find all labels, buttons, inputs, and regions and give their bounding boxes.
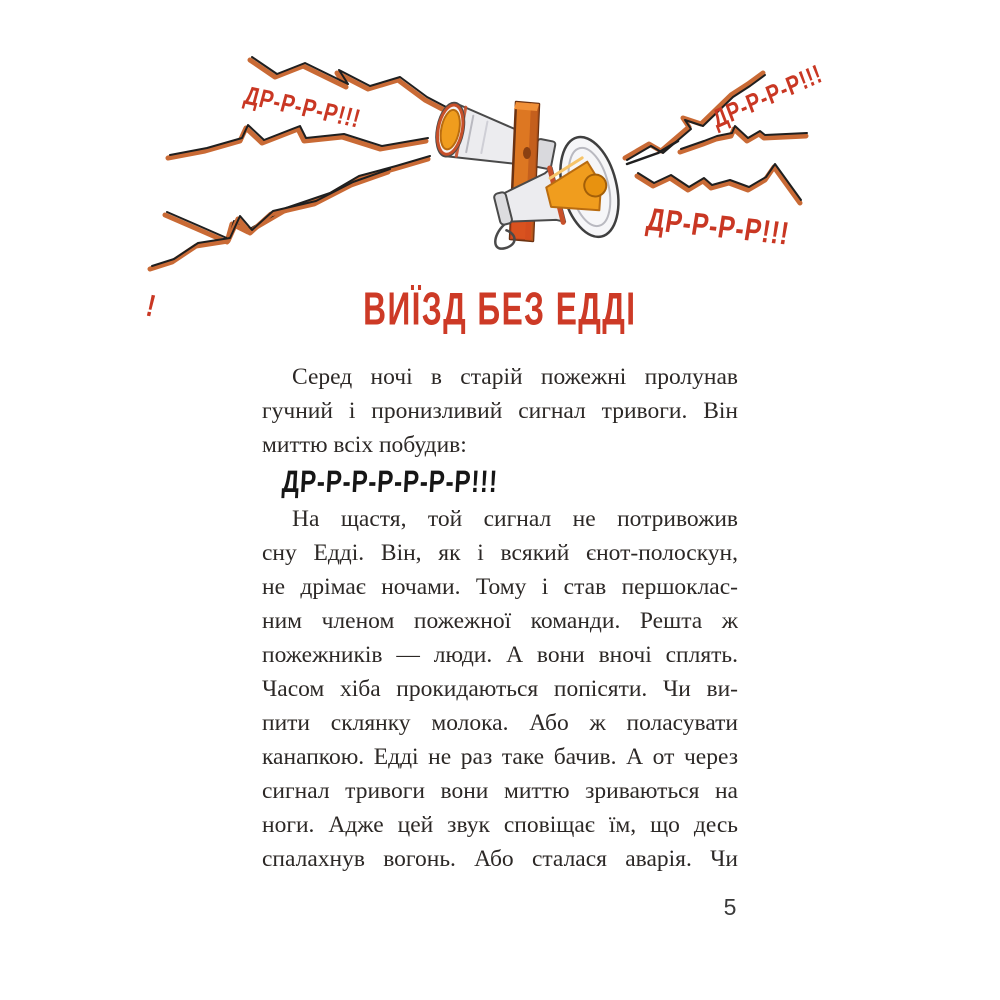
sfx-label: ДР-Р-Р-Р!!! <box>644 201 793 252</box>
sfx-label: ! <box>143 288 160 324</box>
text-line: не дрімає ночами. Тому і став першоклас- <box>262 574 738 600</box>
text-line: спалахнув вогонь. Або сталася аварія. Чи <box>262 846 738 872</box>
text-line: Часом хіба прокидаються попісяти. Чи ви- <box>262 676 738 702</box>
alarm-sound-text: ДР-Р-Р-Р-Р-Р-Р!!! <box>281 464 499 499</box>
zigzag-lines-left <box>150 57 448 269</box>
paragraph-1 <box>262 360 738 462</box>
body-text <box>262 360 738 876</box>
chapter-title <box>262 283 738 333</box>
text-line: Серед ночі в старій пожежні пролунав <box>292 364 738 390</box>
text-line: пити склянку молока. Або ж поласувати <box>262 710 738 736</box>
text-line: сигнал тривоги вони миттю зриваються на <box>262 778 738 804</box>
text-line: ноги. Адже цей звук сповіщає їм, що десь <box>262 812 738 838</box>
alarm-sound-line <box>282 462 738 502</box>
text-line: миттю всіх побудив: <box>262 432 467 458</box>
megaphone-top <box>432 101 559 177</box>
text-line: ним членом пожежної команди. Решта ж <box>262 608 738 634</box>
paragraph-2 <box>262 502 738 876</box>
text-line: пожежників — люди. А вони вночі сплять. <box>262 642 738 668</box>
text-line: гучний і пронизливий сигнал тривоги. Він <box>262 398 738 424</box>
sfx-label: ДР-Р-Р-Р!!! <box>241 80 365 134</box>
text-line: канапкою. Едді не раз таке бачив. А от через <box>262 744 738 770</box>
megaphone-alarm-illustration <box>0 0 1000 300</box>
page-number: 5 <box>723 894 737 920</box>
text-line: На щастя, той сигнал не потривожив <box>292 506 738 532</box>
chapter-title-text: ВИЇЗД БЕЗ ЕДДІ <box>363 283 637 335</box>
text-line: сну Едді. Він, як і всякий єнот-полоскун, <box>262 540 738 566</box>
sfx-label: ДР-Р-Р-Р!!! <box>708 58 827 135</box>
